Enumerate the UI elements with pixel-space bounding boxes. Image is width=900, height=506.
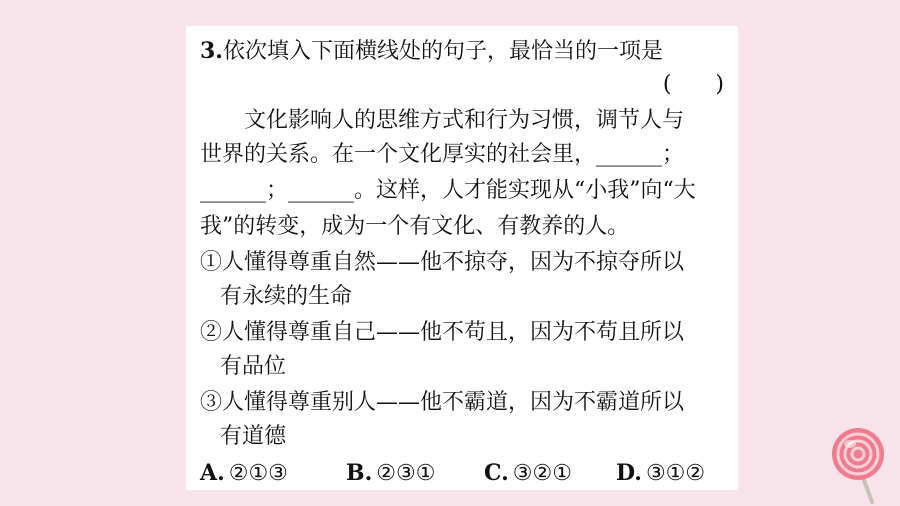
question-number: 3. (200, 38, 223, 64)
passage-line: ______；______。这样，人才能实现从“小我”向“大 (200, 178, 696, 203)
item-line: ②人懂得尊重自己——他不苟且，因为不苟且所以 (200, 320, 685, 345)
item-line: ③人懂得尊重别人——他不霸道，因为不霸道所以 (200, 390, 685, 415)
option-letter: C. (484, 460, 509, 486)
answer-bracket: ( ) (662, 72, 724, 97)
option-text: ②①③ (228, 461, 288, 486)
passage-line: 世界的关系。在一个文化厚实的社会里，______； (200, 142, 685, 167)
question-stem-line (200, 36, 663, 67)
question-stem: 依次填入下面横线处的句子，最恰当的一项是 (222, 39, 663, 64)
item-line: ①人懂得尊重自然——他不掠夺，因为不掠夺所以 (200, 250, 685, 275)
option-letter: B. (346, 460, 373, 486)
option-b (346, 458, 435, 489)
lollipop-icon (828, 424, 892, 504)
item-line: 有永续的生命 (220, 284, 353, 309)
passage-line: 我”的转变，成为一个有文化、有教养的人。 (200, 214, 630, 239)
option-text: ③②① (512, 461, 572, 486)
option-text: ②③① (376, 461, 436, 486)
item-line: 有品位 (220, 354, 287, 379)
passage-line: 文化影响人的思维方式和行为习惯，调节人与 (244, 108, 685, 133)
item-line: 有道德 (220, 424, 287, 449)
option-text: ③①② (645, 461, 706, 486)
option-letter: D. (616, 460, 642, 486)
option-c (484, 458, 572, 489)
option-letter: A. (200, 460, 225, 486)
question-card (186, 26, 738, 490)
option-a (200, 458, 288, 489)
option-d (616, 458, 705, 489)
